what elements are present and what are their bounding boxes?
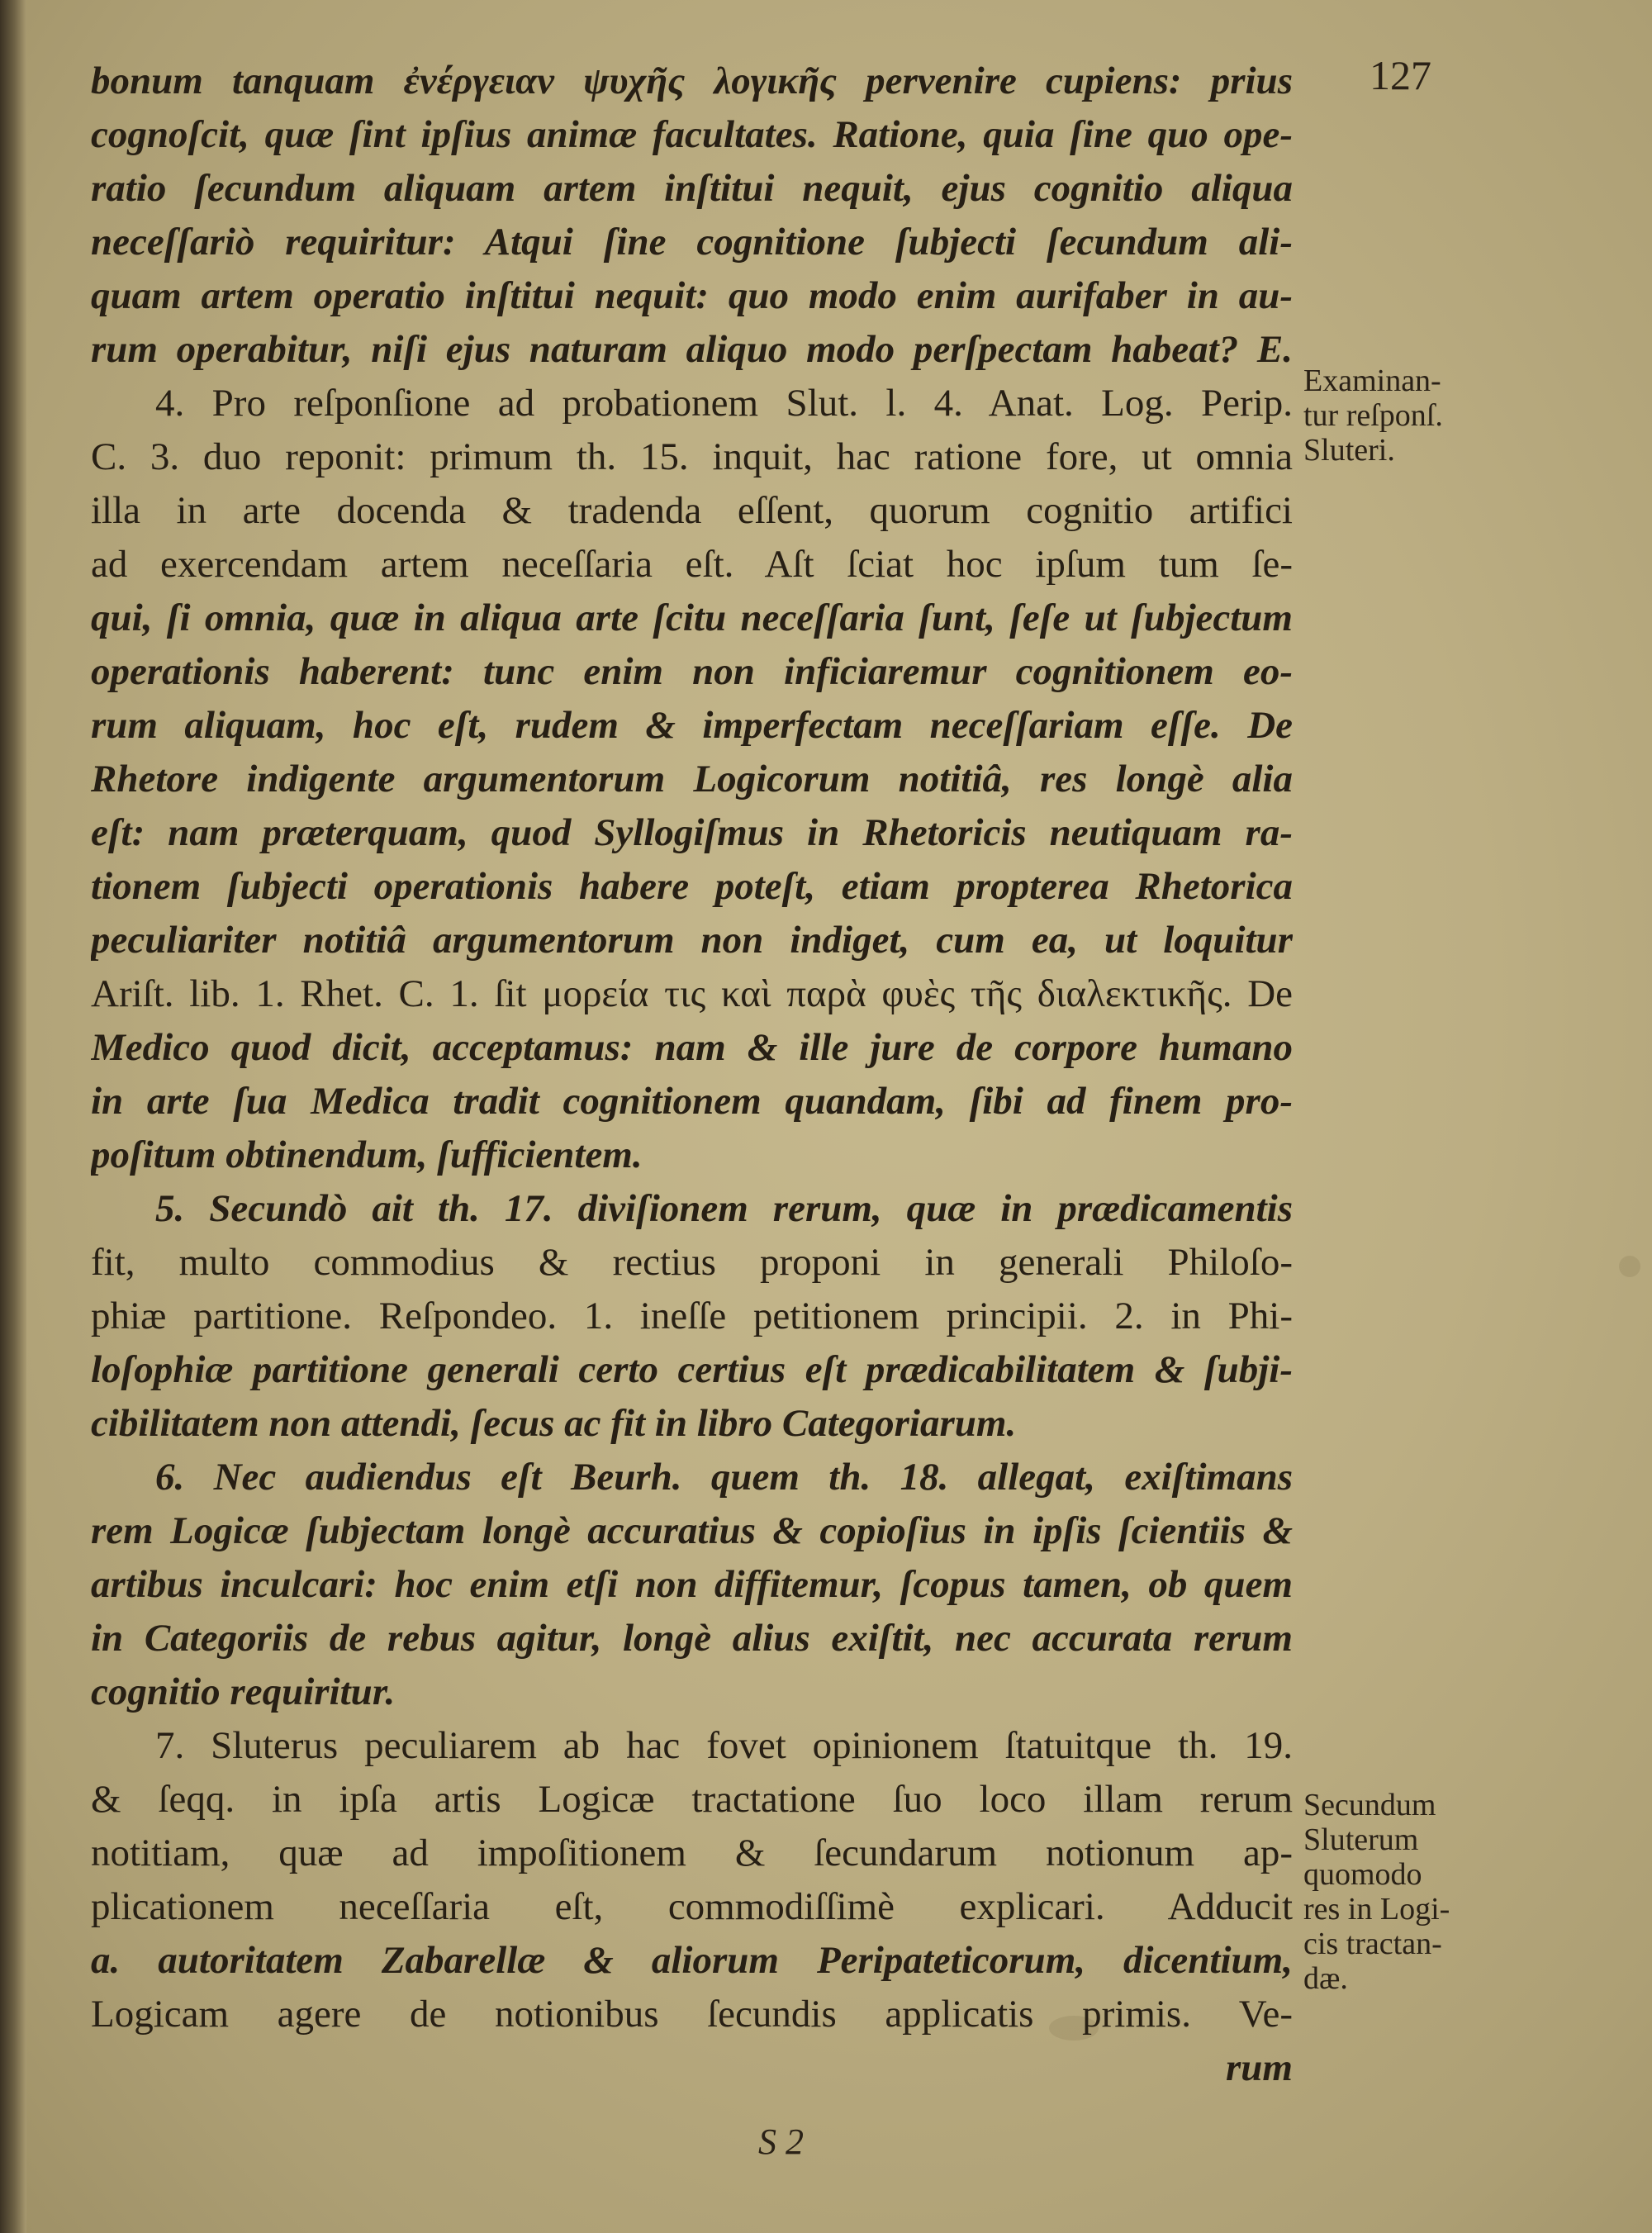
text-line: ad exercendam artem neceſſaria eſt. Aſt ſciat hoc ipſum tum ſe- xyxy=(91,543,1293,586)
text-line: loſophiæ partitione generali certo certius eſt prædicabilitatem & ſubji- xyxy=(91,1348,1293,1391)
text-line: eſt: nam præterquam, quod Syllogiſmus in Rhetoricis neutiquam ra- xyxy=(91,811,1293,854)
text-line: 6. Nec audiendus eſt Beurh. quem th. 18. allegat, exiſtimans xyxy=(155,1456,1293,1499)
text-line: tionem ſubjecti operationis habere poteſt, etiam propterea Rhetorica xyxy=(91,865,1293,908)
text-line: Medico quod dicit, acceptamus: nam & ille jure de corpore humano xyxy=(91,1026,1293,1069)
text-line: 5. Secundò ait th. 17. diviſionem rerum, quæ in prædicamentis xyxy=(155,1187,1293,1230)
text-line: cibilitatem non attendi, ſecus ac fit in libro Categoriarum. xyxy=(91,1402,1017,1445)
text-line: in arte ſua Medica tradit cognitionem quandam, ſibi ad finem pro- xyxy=(91,1080,1293,1123)
text-line: rum aliquam, hoc eſt, rudem & imperfectam neceſſariam eſſe. De xyxy=(91,704,1293,747)
text-line: quam artem operatio inſtitui nequit: quo modo enim aurifaber in au- xyxy=(91,274,1293,317)
text-line: in Categoriis de rebus agitur, longè alius exiſtit, nec accurata rerum xyxy=(91,1617,1293,1660)
paper-stain xyxy=(1619,1256,1640,1277)
signature-mark: S 2 xyxy=(758,2121,804,2162)
text-line: Ariſt. lib. 1. Rhet. C. 1. ſit μορεία τις καὶ παρὰ φυὲς τῆς διαλεκτικῆς. De xyxy=(91,972,1293,1015)
marginal-note-line: quomodo xyxy=(1303,1857,1422,1892)
text-line: artibus inculcari: hoc enim etſi non diffitemur, ſcopus tamen, ob quem xyxy=(91,1563,1293,1606)
text-line: cognoſcit, quæ ſint ipſius animæ facultates. Ratione, quia ſine quo ope- xyxy=(91,113,1293,156)
marginal-note-line: tur reſponſ. xyxy=(1303,398,1443,433)
marginal-note-line: Sluteri. xyxy=(1303,433,1395,468)
text-line: peculiariter notitiâ argumentorum non indiget, cum ea, ut loquitur xyxy=(91,919,1293,962)
marginal-note-examinantur xyxy=(1303,363,1443,468)
catchword: rum xyxy=(1226,2046,1293,2089)
text-line: fit, multo commodius & rectius proponi in generali Philoſo- xyxy=(91,1241,1293,1284)
text-line: ratio ſecundum aliquam artem inſtitui nequit, ejus cognitio aliqua xyxy=(91,167,1293,210)
page-gutter-shadow xyxy=(0,0,26,2233)
text-line: poſitum obtinendum, ſufficientem. xyxy=(91,1133,643,1176)
text-line: Rhetore indigente argumentorum Logicorum notitiâ, res longè alia xyxy=(91,758,1293,801)
text-line: illa in arte docenda & tradenda eſſent, quorum cognitio artifici xyxy=(91,489,1293,532)
text-line: plicationem neceſſaria eſt, commodiſſimè explicari. Adducit xyxy=(91,1885,1293,1928)
text-line: bonum tanquam ἐνέργειαν ψυχῆς λογικῆς pervenire cupiens: prius xyxy=(91,59,1293,102)
text-line: neceſſariò requiritur: Atqui ſine cognitione ſubjecti ſecundum ali- xyxy=(91,221,1293,264)
main-text-block xyxy=(91,55,1293,2095)
marginal-note-line: cis tractan- xyxy=(1303,1927,1442,1961)
text-line: & ſeqq. in ipſa artis Logicæ tractatione ſuo loco illam rerum xyxy=(91,1778,1293,1821)
marginal-note-line: Examinan- xyxy=(1303,363,1441,398)
marginal-note-line: Sluterum xyxy=(1303,1822,1419,1857)
marginal-note-secundum xyxy=(1303,1788,1450,1996)
text-line: 7. Sluterus peculiarem ab hac fovet opinionem ſtatuitque th. 19. xyxy=(155,1724,1293,1767)
text-line: Logicam agere de notionibus ſecundis applicatis primis. Ve- xyxy=(91,1993,1293,2036)
text-line: rum operabitur, niſi ejus naturam aliquo modo perſpectam habeat? E. xyxy=(91,328,1293,371)
text-line: cognitio requiritur. xyxy=(91,1670,396,1713)
text-line: phiæ partitione. Reſpondeo. 1. ineſſe petitionem principii. 2. in Phi- xyxy=(91,1295,1293,1337)
page-number: 127 xyxy=(1370,52,1431,98)
marginal-note-line: res in Logi- xyxy=(1303,1892,1450,1927)
text-line: C. 3. duo reponit: primum th. 15. inquit, hac ratione fore, ut omnia xyxy=(91,435,1293,478)
text-line: rem Logicæ ſubjectam longè accuratius & copioſius in ipſis ſcientiis & xyxy=(91,1509,1293,1552)
text-line: qui, ſi omnia, quæ in aliqua arte ſcitu neceſſaria ſunt, ſeſe ut ſubjectum xyxy=(91,596,1293,639)
marginal-note-line: Secundum xyxy=(1303,1788,1436,1822)
text-line: notitiam, quæ ad impoſitionem & ſecundarum notionum ap- xyxy=(91,1832,1293,1874)
text-line: operationis haberent: tunc enim non inficiaremur cognitionem eo- xyxy=(91,650,1293,693)
text-line: 4. Pro reſponſione ad probationem Slut. l. 4. Anat. Log. Perip. xyxy=(155,382,1293,425)
marginal-note-line: dæ. xyxy=(1303,1961,1348,1996)
text-line: a. autoritatem Zabarellæ & aliorum Peripateticorum, dicentium, xyxy=(91,1939,1293,1982)
